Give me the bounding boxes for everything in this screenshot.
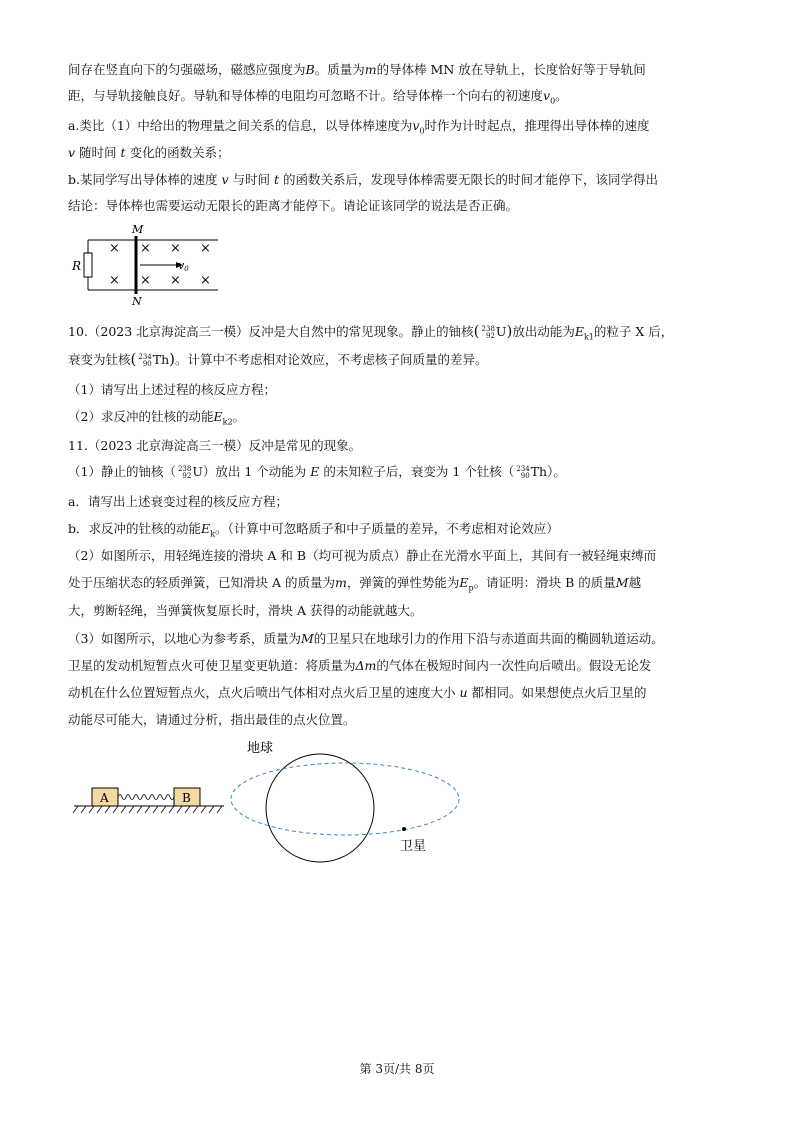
intro-line-2: 距，与导轨接触良好。导轨和导体棒的电阻均可忽略不计。给导体棒一个向右的初速度$v_0$。 — [68, 88, 568, 106]
question-b-line-1: b.某同学写出导体棒的速度 v 与时间 t 的函数关系后，发现导体棒需要无限长的时间才能停下，该同学得出 — [68, 172, 659, 187]
velocity-label: v0 — [178, 259, 189, 273]
q11-sub-a: a．请写出上述衰变过程的核反应方程； — [68, 494, 288, 509]
block-a-label: A — [100, 791, 109, 805]
field-cross: × — [140, 241, 151, 256]
intro-line-1: 间存在竖直向下的匀强磁场，磁感应强度为B。质量为m的导体棒 MN 放在导轨上，长度恰好等于导轨间 — [68, 62, 646, 77]
q10-sub-2: （2）求反冲的钍核的动能$E_{k2}$。 — [68, 409, 246, 427]
q11-part3-line-2: 卫星的发动机短暂点火可使卫星变更轨道：将质量为Δm的气体在极短时间内一次性向后喷出。假设无论发 — [68, 658, 652, 673]
q11-part3-line-4: 动能尽可能大，请通过分析，指出最佳的点火位置。 — [68, 712, 356, 727]
q10-line-2: 衰变为钍核( 234 90Th)。计算中不考虑相对论效应，不考虑核子间质量的差异。 — [68, 350, 488, 368]
field-cross: × — [109, 241, 120, 256]
field-cross: × — [200, 273, 211, 288]
q11-part2-line-2: 处于压缩状态的轻质弹簧，已知滑块 A 的质量为m，弹簧的弹性势能为$E_p$。请证明：滑块 B 的质量M越 — [68, 575, 642, 593]
uranium-numbers: 238 92 — [481, 324, 495, 340]
field-cross: × — [170, 241, 181, 256]
page-footer: 第 3页/共 8页 — [359, 1062, 435, 1076]
q11-part3-line-3: 动机在什么位置短暂点火，点火后喷出气体相对点火后卫星的速度大小 u 都相同。如果想使点火后卫星的 — [68, 685, 647, 700]
rail-diagram — [66, 222, 226, 308]
resistor-label: R — [72, 259, 82, 273]
question-b-line-2: 结论：导体棒也需要运动无限长的距离才能停下。请论证该同学的说法是否正确。 — [68, 198, 519, 213]
q11-sub-b: b．求反冲的钍核的动能$E_k$。（计算中可忽略质子和中子质量的差异，不考虑相对论效应） — [68, 521, 559, 539]
compressed-spring — [118, 795, 174, 800]
label-n: N — [132, 295, 142, 308]
blocks-spring-diagram — [72, 784, 230, 820]
q11-part2-line-3: 大，剪断轻绳，当弹簧恢复原长时，滑块 A 获得的动能就越大。 — [68, 603, 423, 618]
q10-line-1: 10.（2023 北京海淀高三一模）反冲是大自然中的常见现象。静止的铀核( 238 92U)放出动能为$E_{k1}$的粒子 X 后， — [68, 322, 674, 342]
field-cross: × — [109, 273, 120, 288]
ground-hatching — [73, 806, 222, 813]
satellite-label: 卫星 — [400, 839, 427, 854]
label-m: M — [132, 223, 144, 236]
earth-orbit-diagram — [225, 738, 465, 868]
q11-part2-line-1: （2）如图所示，用轻绳连接的滑块 A 和 B（均可视为质点）静止在光滑水平面上，其间有一被轻绳束缚而 — [68, 548, 657, 563]
thorium-numbers: 234 90 — [138, 352, 152, 368]
question-a-line-1: a.类比（1）中给出的物理量之间关系的信息，以导体棒速度为$v_0$时作为计时起点，推理得出导体棒的速度 — [68, 118, 650, 136]
earth-label: 地球 — [247, 741, 274, 756]
field-cross: × — [140, 273, 151, 288]
field-cross: × — [170, 273, 181, 288]
field-cross: × — [200, 241, 211, 256]
question-a-line-2: v 随时间 t 变化的函数关系； — [68, 145, 230, 160]
resistor — [84, 253, 92, 277]
elliptical-orbit — [231, 763, 459, 835]
q11-part3-line-1: （3）如图所示，以地心为参考系，质量为M的卫星只在地球引力的作用下沿与赤道面共面的椭圆轨道运动。 — [68, 631, 664, 646]
block-b-label: B — [182, 791, 191, 805]
earth-circle — [266, 754, 374, 862]
q11-title: 11.（2023 北京海淀高三一模）反冲是常见的现象。 — [68, 438, 362, 453]
q10-sub-1: （1）请写出上述过程的核反应方程； — [68, 382, 276, 397]
q11-sub-1: （1）静止的铀核（ 238 92U）放出 1 个动能为 E 的未知粒子后，衰变为 1 个钍核（ 234 90Th）。 — [68, 464, 566, 480]
satellite-point — [402, 827, 406, 831]
